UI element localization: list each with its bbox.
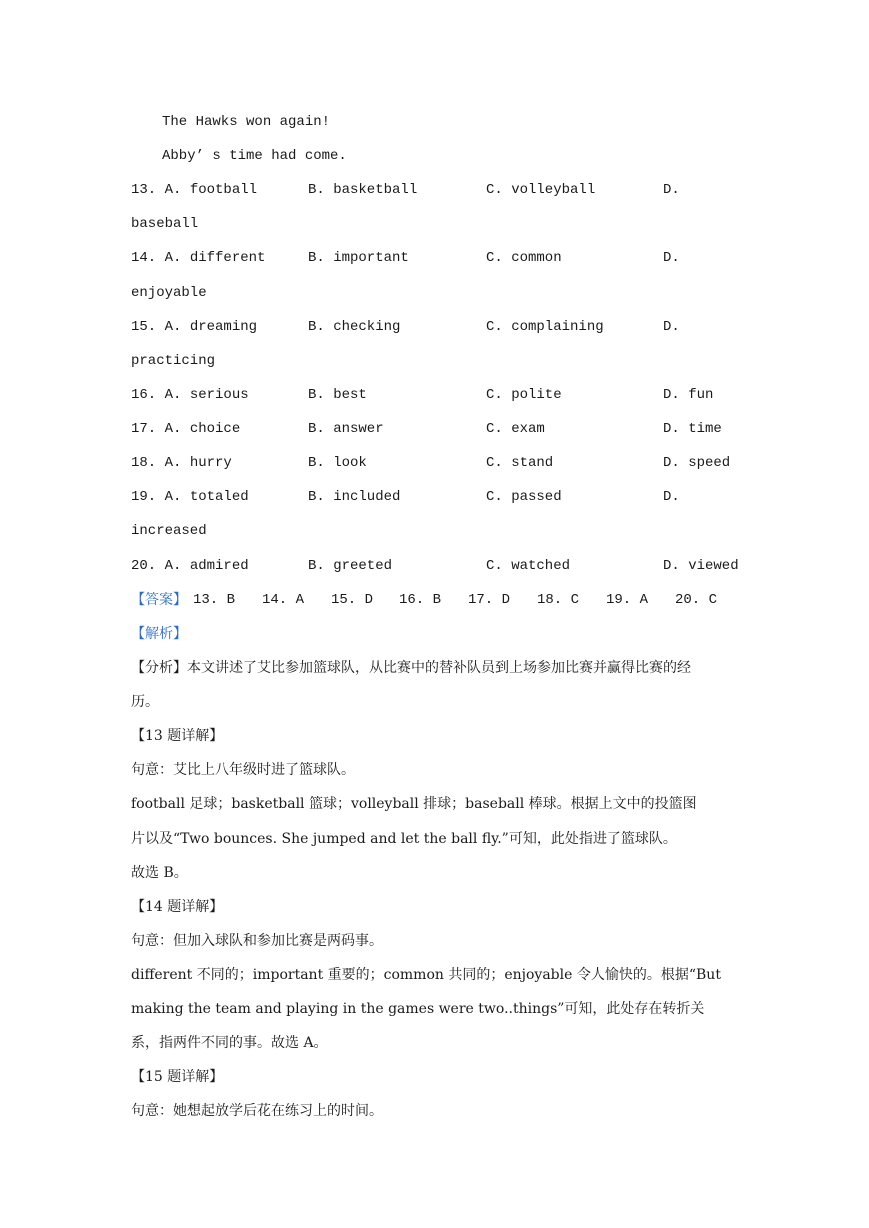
option-b: B. checking: [308, 319, 401, 335]
answer-item: 13. B: [193, 592, 236, 608]
summary-text: 历。: [131, 694, 159, 710]
option-d: D.: [663, 319, 680, 335]
q13-meaning: 句意：艾比上八年级时进了篮球队。: [131, 762, 355, 778]
q14-header: 【14 题详解】: [131, 899, 224, 915]
answer-label: 【答案】: [131, 592, 187, 608]
option-b: B. look: [308, 455, 367, 471]
option-d: D. viewed: [663, 558, 739, 574]
q13-header: 【13 题详解】: [131, 728, 224, 744]
answer-item: 15. D: [331, 592, 374, 608]
option-c: C. complaining: [486, 319, 604, 335]
option-d: D. speed: [663, 455, 731, 471]
option-d-wrap: increased: [131, 523, 207, 539]
option-b: B. best: [308, 387, 367, 403]
q14-meaning: 句意：但加入球队和参加比赛是两码事。: [131, 933, 383, 949]
answer-item: 18. C: [537, 592, 580, 608]
story-line: The Hawks won again!: [162, 114, 331, 130]
option-d-wrap: baseball: [131, 216, 199, 232]
q13-explanation: 故选 B。: [131, 865, 188, 881]
option-a: A. choice: [164, 421, 241, 437]
option-c: C. stand: [486, 455, 554, 471]
q14-explanation: different 不同的；important 重要的；common 共同的；enjoyable 令人愉快的。根据“But: [131, 967, 721, 983]
q14-explanation: making the team and playing in the games were two..things”可知，此处存在转折关: [131, 1001, 705, 1017]
q15-header: 【15 题详解】: [131, 1069, 224, 1085]
option-b: B. basketball: [308, 182, 418, 198]
option-b: B. important: [308, 250, 409, 266]
answer-item: 16. B: [399, 592, 442, 608]
q13-explanation: 片以及“Two bounces. She jumped and let the ball fly.”可知，此处指进了篮球队。: [131, 831, 677, 847]
q13-explanation: football 足球；basketball 篮球；volleyball 排球；baseball 棒球。根据上文中的投篮图: [131, 796, 697, 812]
question-number: 13. A. football: [131, 182, 258, 198]
option-c: C. polite: [486, 387, 562, 403]
option-c: C. volleyball: [486, 182, 596, 198]
option-a: A. different: [164, 250, 266, 266]
option-b: B. answer: [308, 421, 384, 437]
analysis-label: 【解析】: [131, 626, 187, 642]
option-d: D. time: [663, 421, 722, 437]
option-b: B. included: [308, 489, 401, 505]
question-number: 16. A. serious: [131, 387, 249, 403]
option-d-wrap: practicing: [131, 353, 216, 369]
q15-meaning: 句意：她想起放学后花在练习上的时间。: [131, 1103, 383, 1119]
option-b: B. greeted: [308, 558, 393, 574]
question-number: 15. A. dreaming: [131, 319, 258, 335]
answer-item: 17. D: [468, 592, 511, 608]
q14-explanation: 系，指两件不同的事。故选 A。: [131, 1035, 328, 1051]
option-c: C. exam: [486, 421, 545, 437]
answer-item: 19. A: [606, 592, 649, 608]
option-a: A. serious: [164, 387, 249, 403]
option-a: A. totaled: [164, 489, 249, 505]
summary-text: 【分析】本文讲述了艾比参加篮球队，从比赛中的替补队员到上场参加比赛并赢得比赛的经: [131, 660, 691, 676]
option-c: C. passed: [486, 489, 562, 505]
option-c: C. common: [486, 250, 562, 266]
option-c: C. watched: [486, 558, 571, 574]
answer-item: 14. A: [262, 592, 305, 608]
option-a: A. dreaming: [164, 319, 258, 335]
option-a: A. football: [164, 182, 258, 198]
option-a: A. hurry: [164, 455, 232, 471]
question-number: 20. A. admired: [131, 558, 249, 574]
option-d: D.: [663, 250, 680, 266]
option-d-wrap: enjoyable: [131, 285, 207, 301]
option-d: D.: [663, 182, 680, 198]
option-a: A. admired: [164, 558, 249, 574]
question-number: 19. A. totaled: [131, 489, 249, 505]
answer-item: 20. C: [675, 592, 718, 608]
option-d: D.: [663, 489, 680, 505]
question-number: 17. A. choice: [131, 421, 241, 437]
option-d: D. fun: [663, 387, 714, 403]
story-line: Abby’ s time had come.: [162, 148, 347, 164]
question-number: 14. A. different: [131, 250, 266, 266]
question-number: 18. A. hurry: [131, 455, 232, 471]
